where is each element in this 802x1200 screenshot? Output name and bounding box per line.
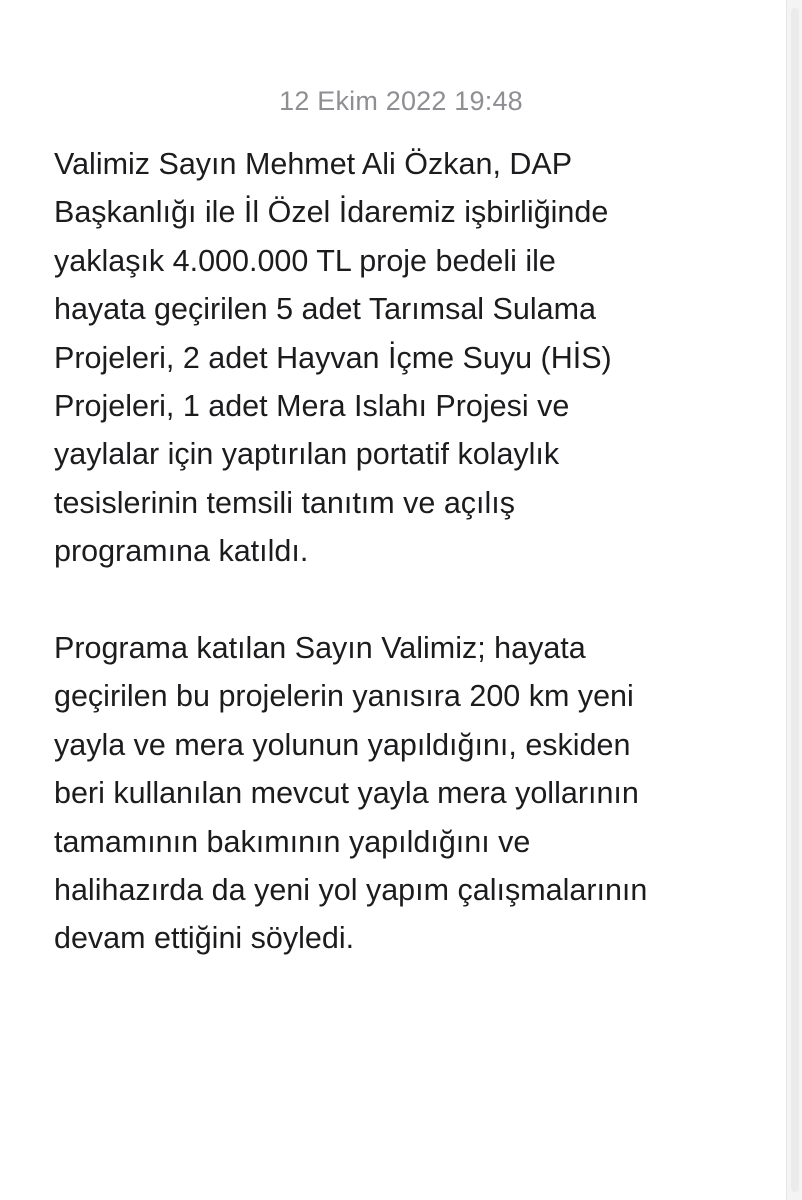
note-line: programına katıldı. (54, 534, 309, 569)
note-line: halihazırda da yeni yol yapım çalışmalarının (54, 873, 648, 908)
scrollbar-thumb[interactable] (791, 8, 799, 1192)
note-line: yaylalar için yaptırılan portatif kolaylık (54, 437, 560, 472)
note-line: devam ettiğini söyledi. (54, 921, 355, 956)
note-body[interactable] (54, 140, 754, 963)
note-line: geçirilen bu projelerin yanısıra 200 km yeni (54, 679, 634, 714)
note-line: yayla ve mera yolunun yapıldığını, eskiden (54, 727, 631, 762)
note-line: Projeleri, 2 adet Hayvan İçme Suyu (HİS) (54, 340, 612, 375)
vertical-scrollbar[interactable] (786, 0, 802, 1200)
note-line: Programa katılan Sayın Valimiz; hayata (54, 631, 586, 666)
note-paragraph-2 (54, 624, 754, 963)
note-line: yaklaşık 4.000.000 TL proje bedeli ile (54, 243, 556, 278)
note-paragraph-1 (54, 140, 754, 576)
paragraph-spacer (54, 576, 754, 624)
note-line: tamamının bakımının yapıldığını ve (54, 824, 531, 859)
note-line: beri kullanılan mevcut yayla mera yollarının (54, 776, 639, 811)
note-line: tesislerinin temsili tanıtım ve açılış (54, 485, 516, 520)
note-date: 12 Ekim 2022 19:48 (279, 86, 523, 116)
note-line: Projeleri, 1 adet Mera Islahı Projesi ve (54, 389, 570, 424)
note-line: hayata geçirilen 5 adet Tarımsal Sulama (54, 292, 596, 327)
note-line: Başkanlığı ile İl Özel İdaremiz işbirliğinde (54, 195, 609, 230)
note-line: Valimiz Sayın Mehmet Ali Özkan, DAP (54, 147, 573, 181)
